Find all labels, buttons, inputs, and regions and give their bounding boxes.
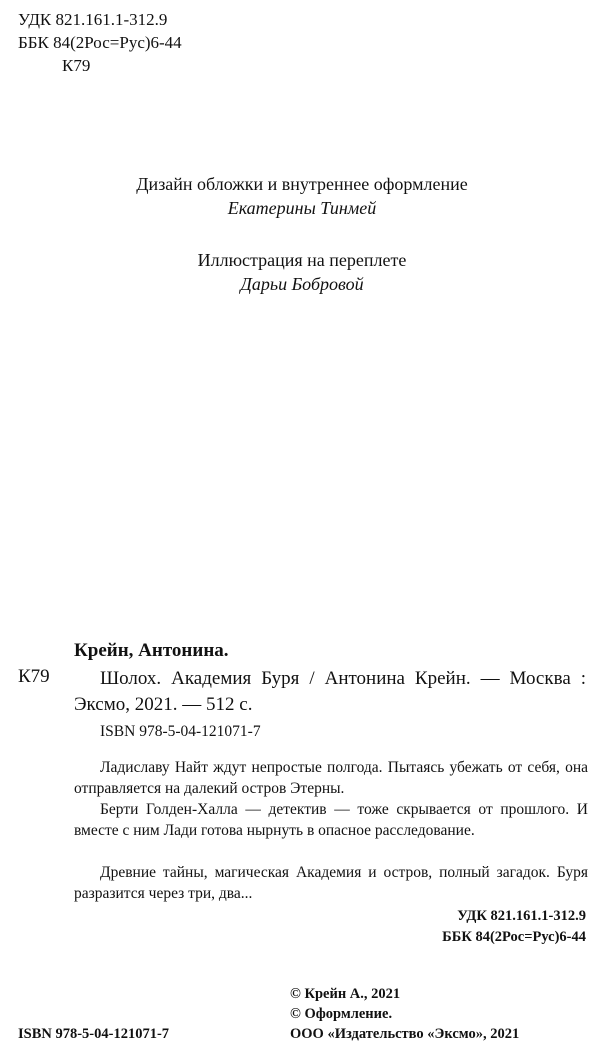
author-mark: К79 (62, 56, 91, 75)
credit-role: Дизайн обложки и внутреннее оформление (136, 174, 468, 194)
cover-design-credit (0, 172, 604, 220)
footer-isbn: ISBN 978-5-04-121071-7 (18, 1026, 170, 1042)
record-description: Шолох. Академия Буря / Антонина Крейн. — Москва : Эксмо, 2021. — 512 с. (74, 668, 586, 715)
annotation-paragraph: Древние тайны, магическая Академия и остров, полный загадок. Буря разразится через три, два... (74, 864, 588, 902)
copyright-publisher: ООО «Издательство «Эксмо», 2021 (290, 1026, 520, 1042)
udk-code: УДК 821.161.1-312.9 (18, 10, 168, 29)
annotation-paragraph: Ладиславу Найт ждут непростые полгода. Пытаясь убежать от себя, она отправляется на далекий остров Этерны. (74, 759, 588, 797)
record-call-mark: К79 (18, 666, 50, 687)
record-isbn: ISBN 978-5-04-121071-7 (100, 723, 261, 740)
bbk-code: ББК 84(2Рос=Рус)6-44 (18, 33, 182, 52)
credit-role: Иллюстрация на переплете (197, 250, 407, 270)
annotation-paragraph: Берти Голден-Халла — детектив — тоже скрывается от прошлого. И вместе с ним Лади готова нырнуть в опасное расследование. (74, 801, 588, 839)
credit-name: Дарьи Бобровой (240, 274, 364, 294)
bbk-code-bottom: ББК 84(2Рос=Рус)6-44 (442, 929, 586, 945)
illustration-credit (0, 248, 604, 296)
udk-code-bottom: УДК 821.161.1-312.9 (457, 908, 586, 924)
record-author: Крейн, Антонина. (74, 640, 229, 661)
copyright-author: © Крейн А., 2021 (290, 986, 401, 1002)
copyright-design: © Оформление. (290, 1006, 393, 1022)
classification-codes-top (18, 8, 182, 77)
credit-name: Екатерины Тинмей (227, 198, 377, 218)
